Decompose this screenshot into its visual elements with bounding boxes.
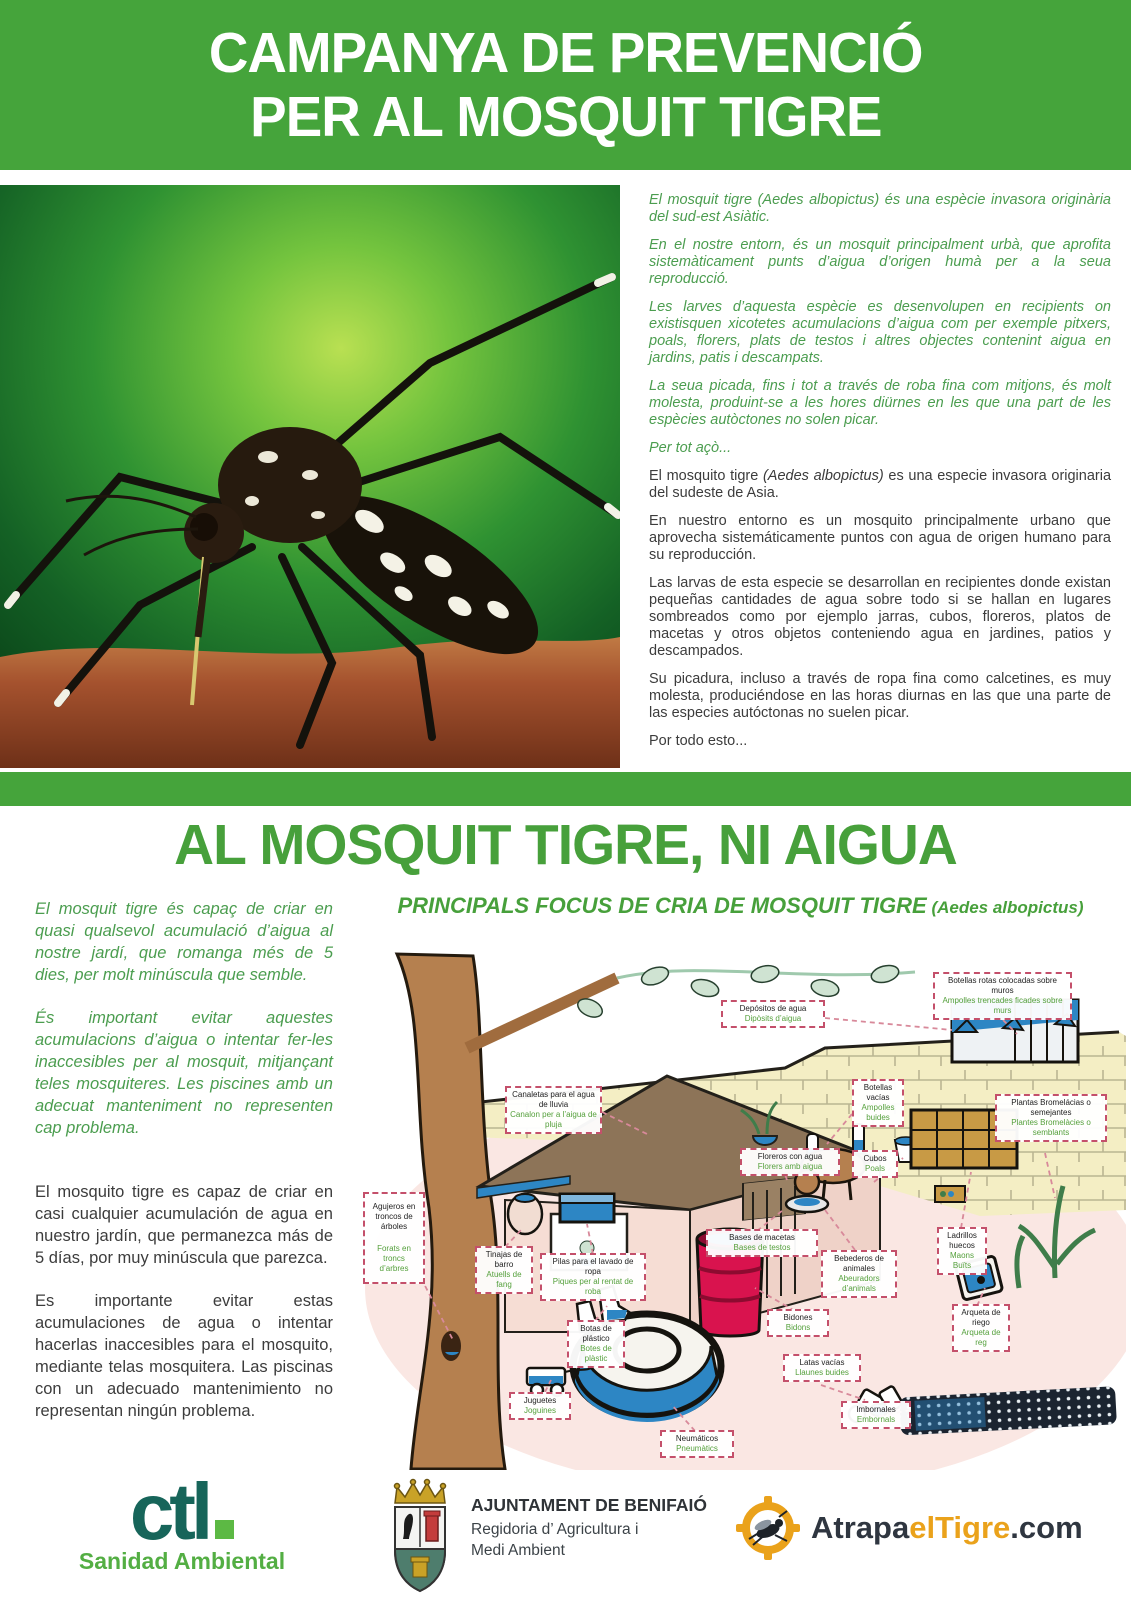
benifaio-crest-icon xyxy=(383,1477,457,1595)
ctl-logo xyxy=(62,1467,302,1575)
left-catalan-paragraph: És important evitar aquestes acumulacions d’aigua o intentar fer-les inaccesibles per al mosquit, mitjançant teles mosquiteres. Les piscines amb un adecuat manteniment no representen cap problema. xyxy=(35,1009,333,1137)
atrapa-text-1: Atrapa xyxy=(811,1510,910,1545)
callout-label: Tinajas de barro Atuells de fang xyxy=(475,1246,533,1294)
intro-catalan-paragraph: El mosquit tigre (Aedes albopictus) és una espècie invasora originària del sud-est Asiàtic. xyxy=(649,192,1111,225)
poster-title-line2: PER AL MOSQUIT TIGRE xyxy=(249,85,882,149)
left-spanish-paragraph: El mosquito tigre es capaz de criar en casi cualquier acumulación de agua en nuestro jardín, que permanezca más de 5 días, por muy minúscula que parezca. xyxy=(35,1183,333,1267)
atrapa-text-2: elTigre xyxy=(909,1510,1011,1545)
ctl-subtitle: Sanidad Ambiental xyxy=(78,1548,286,1574)
intro-spanish-paragraph: Las larvas de esta especie se desarrollan en recipientes donde existan pequeñas cantidades de agua sobre todo si se hallan en lugares sombreados como por ejemplo jarras, cubos, floreros, platos de macetas y otros objetos conteniendo agua en jardines, patios y descampados. xyxy=(649,575,1111,659)
ajuntament-benifaio-logo xyxy=(383,1477,707,1595)
intro-spanish-closing: Por todo esto... xyxy=(649,733,748,749)
callout-label: Botellas rotas colocadas sobre muros Ampolles trencades ficades sobre murs xyxy=(933,972,1072,1020)
intro-catalan-paragraph: La seua picada, fins i tot a través de roba fina com mitjons, és molt molesta, produint-se a les hores diürnes en les que una part de les espècies autòctones no solen picar. xyxy=(649,378,1111,428)
section2-headline: AL MOSQUIT TIGRE, NI AIGUA xyxy=(174,813,957,877)
callout-label: Ladrillos huecos Maons Buïts xyxy=(937,1227,987,1275)
section2-left-column xyxy=(35,898,333,1443)
section-divider xyxy=(0,772,1131,806)
intro-spanish-paragraph: En nuestro entorno es un mosquito principalmente urbano que aprovecha sistemáticamente puntos con agua de origen humano para su reproducción. xyxy=(649,513,1111,563)
intro-catalan-paragraph: En el nostre entorn, és un mosquit principalment urbà, que aprofita sistemàticament punts d’aigua d’origen humà per a la seua reproducció. xyxy=(649,237,1111,287)
header-banner xyxy=(0,0,1131,170)
ajuntament-dept-line2: Medi Ambient xyxy=(471,1542,565,1559)
callout-label: Latas vacías Llaunes buides xyxy=(783,1354,861,1382)
callout-label: Pilas para el lavado de ropa Piques per al rentat de roba xyxy=(540,1253,646,1301)
callout-label: Juguetes Joguines xyxy=(509,1392,571,1420)
intro-spanish-paragraph: Su picadura, incluso a través de ropa fina como calcetines, es muy molesta, produciéndose en las horas diurnas en las que una parte de las especies autóctonas no suelen picar. xyxy=(649,671,1111,721)
intro-text-column xyxy=(649,192,1111,761)
breeding-sites-illustration xyxy=(355,948,1126,1470)
callout-label: Canaletas para el agua de lluvia Canalon per a l’aigua de pluja xyxy=(505,1086,602,1134)
poster-title-line1: CAMPANYA DE PREVENCIÓ xyxy=(208,21,923,85)
illustration-title xyxy=(355,893,1126,919)
callout-label: Cubos Poals xyxy=(852,1150,898,1178)
left-spanish-paragraph: Es importante evitar estas acumulaciones de agua o intentar hacerlas inaccesibles para el mosquito, mediante telas mosquitera. Las piscinas con un adecuado mantenimiento no representan ningún problema. xyxy=(35,1292,333,1420)
callout-label: Botas de plástico Botes de plàstic xyxy=(567,1320,625,1368)
callout-label: Plantas Bromelácias o semejantes Plantes Bromelàcies o semblants xyxy=(995,1094,1107,1142)
mosquito-photo xyxy=(0,185,620,768)
intro-spanish-p1-before: El mosquito tigre xyxy=(649,468,763,484)
intro-catalan-paragraph: Les larves d’aquesta espècie es desenvolupen en recipients on existisquen xicotetes acumulacions d’aigua com per exemple pitxers, poals, florers, plats de testos i altres objectes contenint aigua en jardins, patis i descampats. xyxy=(649,299,1111,366)
callout-label: Botellas vacías Ampolles buides xyxy=(852,1079,904,1127)
illustration-title-main: PRINCIPALS FOCUS DE CRIA DE MOSQUIT TIGRE xyxy=(397,893,927,918)
illustration-title-latin: (Aedes albopictus) xyxy=(926,898,1084,917)
ctl-dot-icon xyxy=(215,1520,234,1539)
callout-label: Bidones Bidons xyxy=(767,1309,829,1337)
intro-spanish-paragraph xyxy=(649,468,1111,502)
atrapa-crosshair-mosquito-icon xyxy=(735,1495,801,1561)
callout-label: Imbornales Embornals xyxy=(841,1401,911,1429)
atrapa-text-3: .com xyxy=(1010,1510,1083,1545)
callout-label: Bebederos de animales Abeuradors d’animals xyxy=(821,1250,897,1298)
atrapaeltigre-logo xyxy=(735,1495,1083,1561)
intro-spanish-p1-after: es una especie invasora originaria del sudeste de Asia. xyxy=(649,468,1112,501)
mosquito-photo-graphic xyxy=(0,185,620,768)
ctl-wordmark: ctl xyxy=(129,1467,209,1556)
callout-label: Bases de macetas Bases de testos xyxy=(706,1229,818,1257)
intro-catalan-closing: Per tot açò... xyxy=(649,440,732,456)
species-latin-name: (Aedes albopictus) xyxy=(762,468,884,484)
callout-label: Arqueta de riego Arqueta de reg xyxy=(952,1304,1010,1352)
left-catalan-paragraph: El mosquit tigre és capaç de criar en quasi qualsevol acumulació d’aigua al nostre jardí, que romanga més de 5 dies, per molt minúscula que semble. xyxy=(35,900,333,984)
callout-label: Depósitos de agua Dipòsits d’aigua xyxy=(721,1000,825,1028)
ajuntament-dept-line1: Regidoria d’ Agricultura i xyxy=(471,1521,639,1538)
callout-label: Neumáticos Pneumàtics xyxy=(660,1430,734,1458)
callout-label: Floreros con agua Florers amb aigua xyxy=(740,1148,840,1176)
callout-label: Agujeros en troncos de árboles Forats en troncs d’arbres xyxy=(363,1192,425,1284)
ajuntament-name: AJUNTAMENT DE BENIFAIÓ xyxy=(471,1495,707,1515)
